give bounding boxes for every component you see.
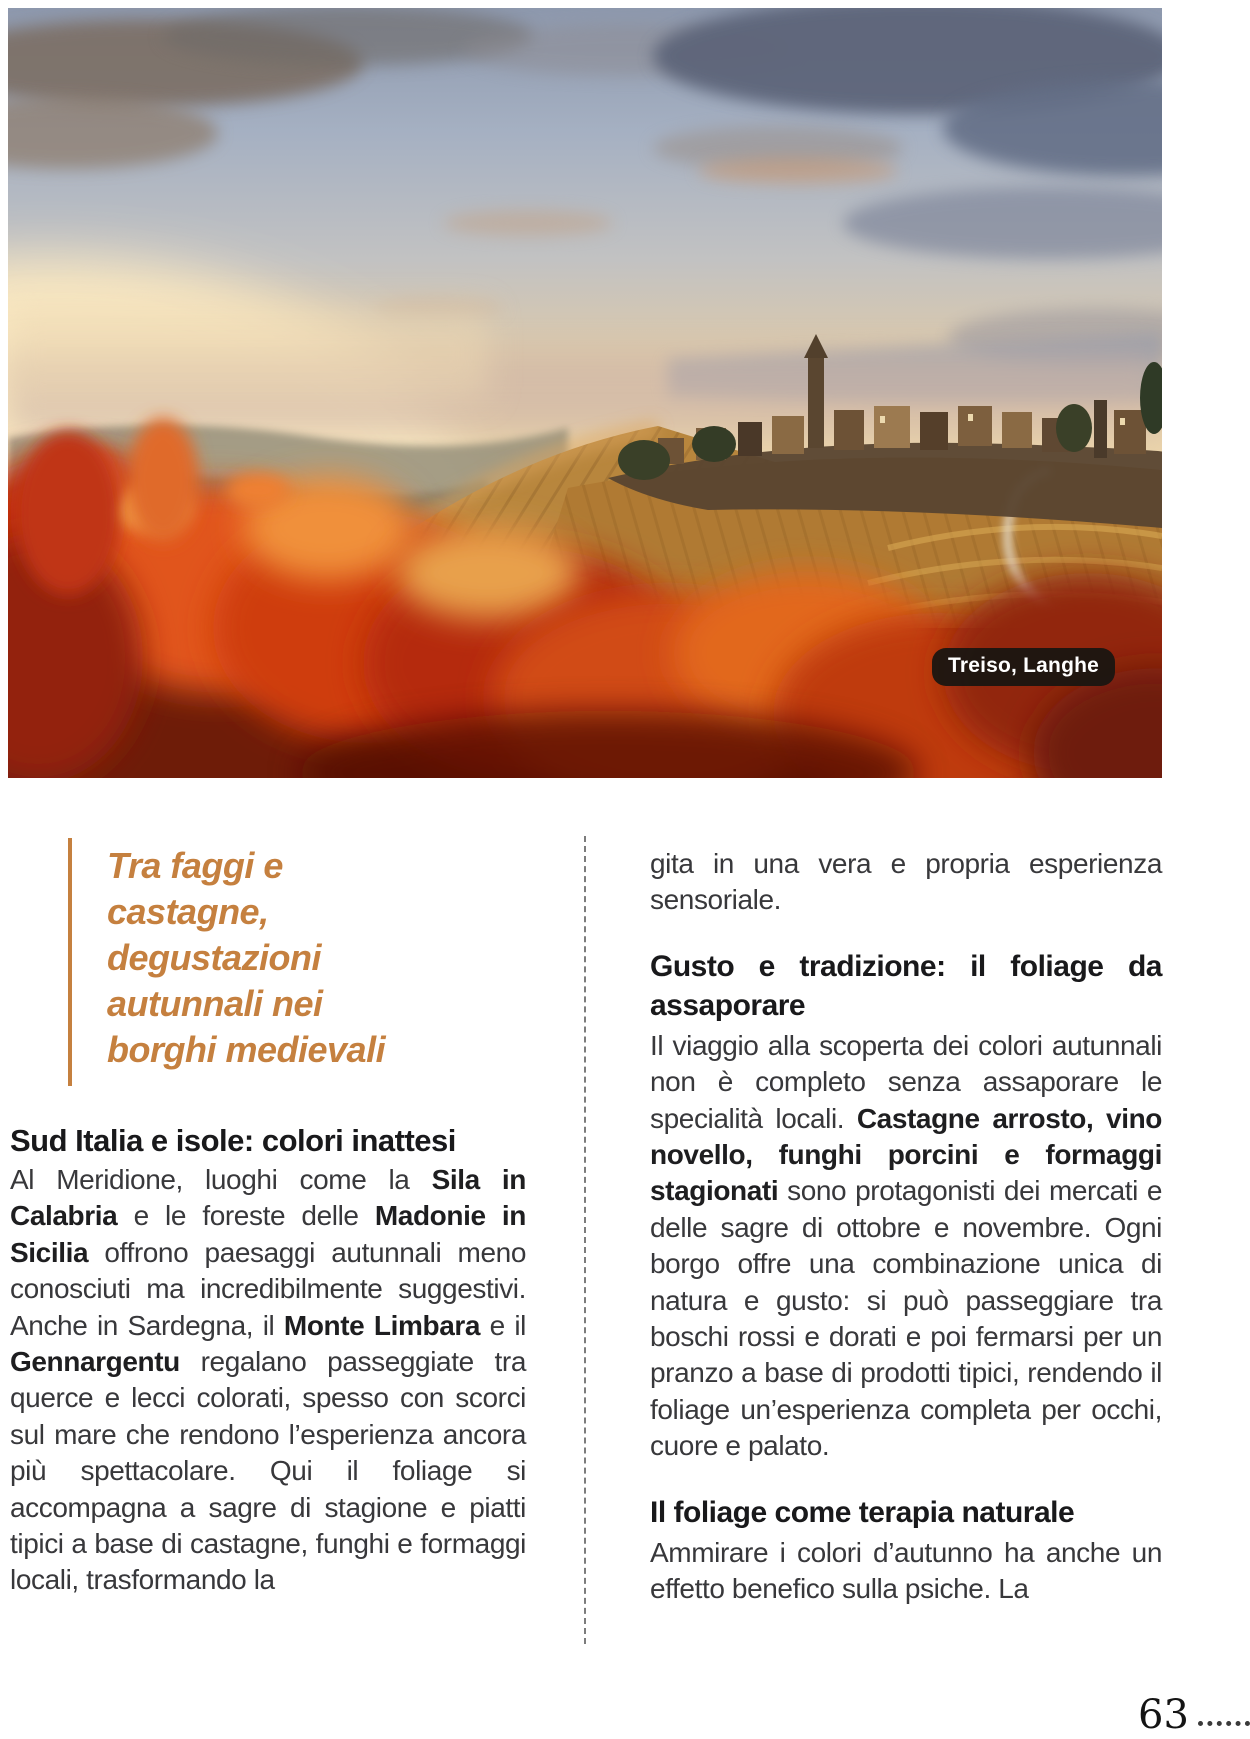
section-heading-taste: Gusto e tradizione: il foliage da assaporare bbox=[650, 949, 1162, 1022]
body-paragraph-taste: Il viaggio alla scoperta dei colori autunnali non è completo senza assaporare le specialità locali. Castagne arrosto, vino novello, funghi porcini e formaggi stagionati sono protagonisti dei mercati e delle sagre di ottobre e novembre. Ogni borgo offre una combinazione unica di natura e gusto: si può passeggiare tra boschi rossi e dorati e poi fermarsi per un pranzo a base di prodotti tipici, rendendo il foliage un’esperienza completa per occhi, cuore e palato. bbox=[650, 1029, 1163, 1462]
pullquote-line: degustazioni bbox=[107, 937, 322, 978]
body-paragraph-therapy: Ammirare i colori d’autunno ha anche un effetto benefico sulla psiche. La bbox=[650, 1536, 1162, 1605]
location-badge: Treiso, Langhe bbox=[932, 648, 1115, 686]
pullquote-accent-bar bbox=[68, 838, 72, 1086]
pullquote-line: borghi medievali bbox=[107, 1029, 386, 1070]
body-paragraph-intro: gita in una vera e propria esperienza sensoriale. bbox=[650, 848, 1162, 916]
section-heading-therapy: Il foliage come terapia naturale bbox=[650, 1495, 1075, 1529]
pullquote bbox=[107, 843, 537, 1073]
pullquote-line: autunnali nei bbox=[107, 983, 323, 1024]
pullquote-line: castagne, bbox=[107, 891, 269, 932]
page-number: 63 bbox=[1138, 1692, 1189, 1738]
dotted-leader bbox=[1198, 1700, 1250, 1726]
column-divider bbox=[584, 836, 586, 1644]
pullquote-line: Tra faggi e bbox=[107, 845, 283, 886]
section-heading-south-italy: Sud Italia e isole: colori inattesi bbox=[10, 1123, 456, 1158]
right-column bbox=[650, 846, 1162, 1636]
hero-photo bbox=[8, 8, 1162, 778]
body-paragraph-south-italy: Al Meridione, luoghi come la Sila in Calabria e le foreste delle Madonie in Sicilia offrono paesaggi autunnali meno conosciuti ma incredibilmente suggestivi. Anche in Sardegna, il Monte Limbara e il Gennargentu regalano passeggiate tra querce e lecci colorati, spesso con scorci sul mare che rendono l’esperienza ancora più spettacolare. Qui il foliage si accompagna a sagre di stagione e piatti tipici a base di castagne, funghi e formaggi locali, trasformando la bbox=[10, 1164, 526, 1596]
